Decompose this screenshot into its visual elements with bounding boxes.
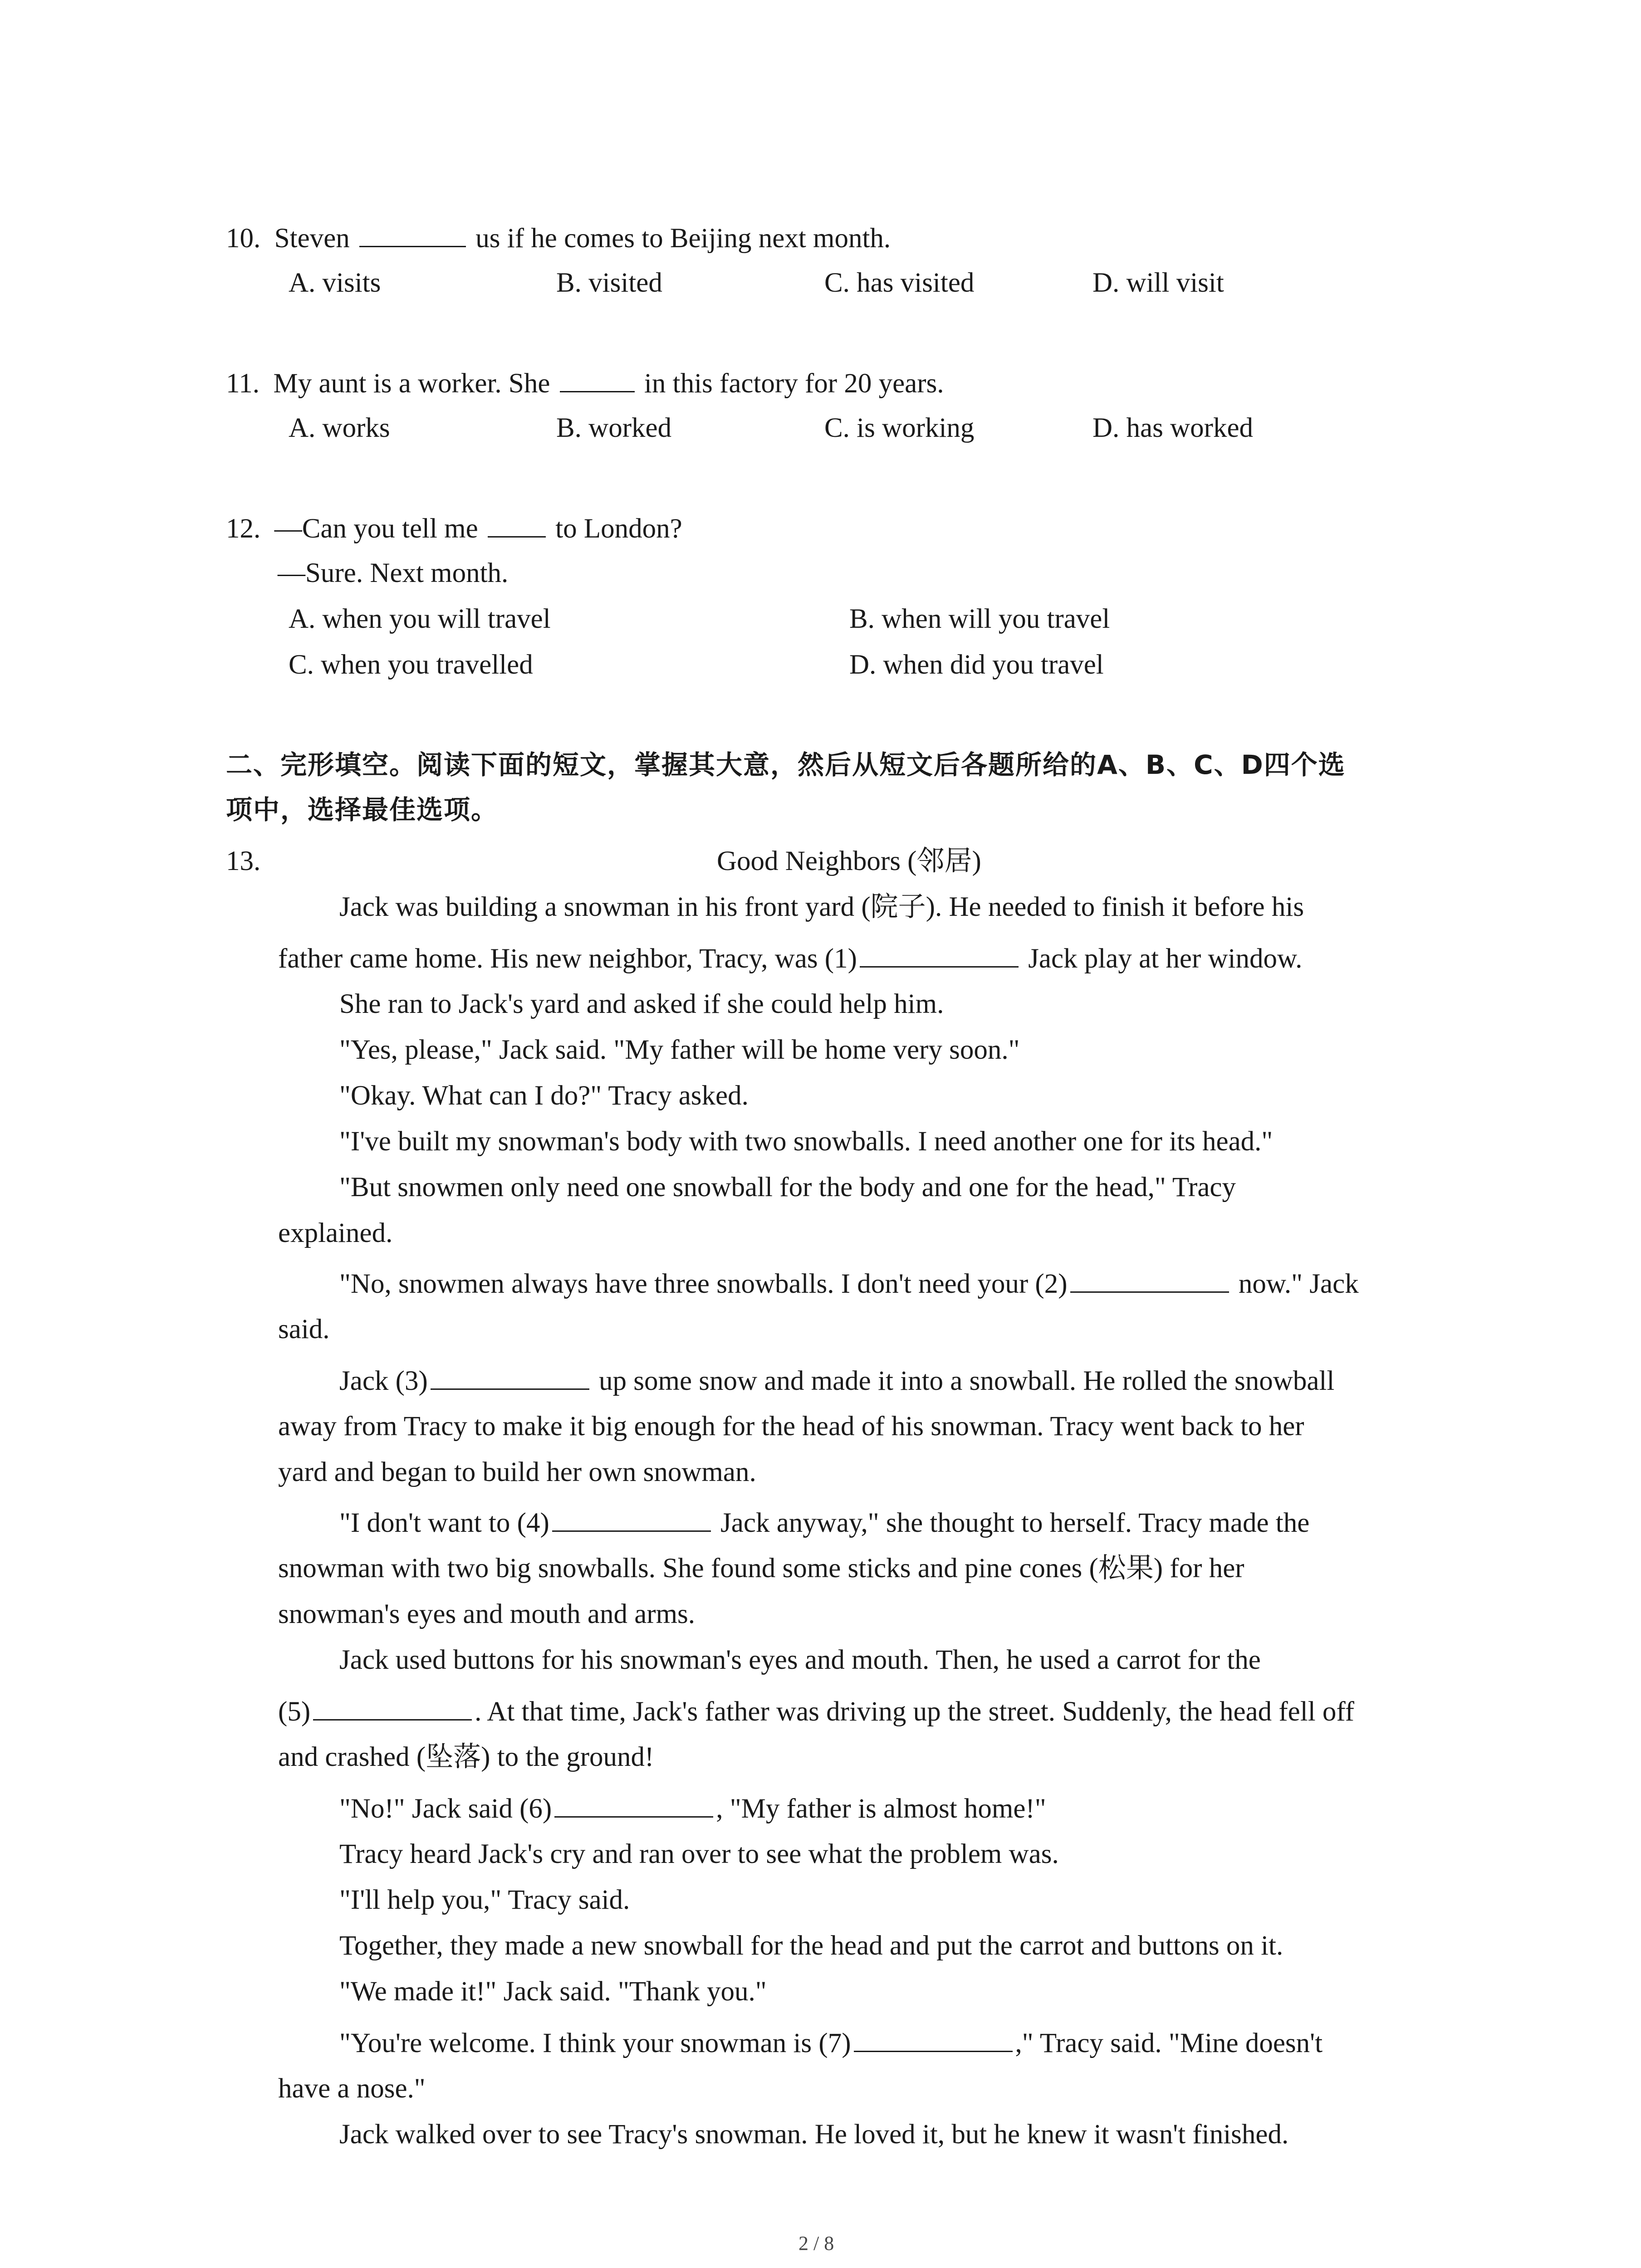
question-12-reply: —Sure. Next month. [278,558,509,588]
passage-text: Jack anyway," she thought to herself. Tracy made the [720,1508,1310,1538]
question-12-stem [226,513,682,543]
passage-line [278,1696,1354,1725]
passage-text: Jack (3) [339,1366,428,1396]
option-a: A. works [289,413,390,443]
passage-line: snowman's eyes and mouth and arms. [278,1599,696,1629]
passage-line: snowman with two big snowballs. She found some sticks and pine cones (松果) for her [278,1553,1244,1584]
answer-blank [488,513,546,538]
question-number: 10. [226,223,261,254]
passage-text: , "My father is almost home!" [716,1794,1046,1824]
option-a: A. visits [289,268,381,298]
passage-text: "I don't want to (4) [339,1508,549,1538]
stem-before: My aunt is a worker. She [273,368,550,399]
passage-line: yard and began to build her own snowman. [278,1457,756,1487]
passage-line: have a nose." [278,2073,426,2104]
cloze-blank-7 [854,2028,1013,2052]
answer-blank [560,368,635,392]
passage-text: "No!" Jack said (6) [339,1794,552,1824]
passage-line: Jack was building a snowman in his front yard (院子). He needed to finish it before his [339,892,1304,922]
passage-line: explained. [278,1218,393,1248]
cloze-blank-5 [313,1696,472,1721]
stem-after: in this factory for 20 years. [644,368,944,399]
cloze-blank-1 [860,943,1019,968]
passage-line: said. [278,1314,330,1344]
passage-line: She ran to Jack's yard and asked if she could help him. [339,989,944,1019]
passage-line: Jack walked over to see Tracy's snowman. He loved it, but he knew it wasn't finished. [339,2119,1289,2150]
option-c: C. is working [824,413,975,443]
stem-before: Steven [274,223,350,254]
passage-line: and crashed (坠落) to the ground! [278,1742,654,1772]
question-number: 12. [226,513,261,544]
question-10-stem [226,223,891,252]
passage-line [339,2028,1323,2057]
option-a: A. when you will travel [289,604,551,634]
option-d: D. when did you travel [849,650,1104,680]
passage-line: "Yes, please," Jack said. "My father will be home very soon." [339,1035,1020,1065]
passage-line: Together, they made a new snowball for the head and put the carrot and buttons on it. [339,1931,1283,1961]
passage-title: Good Neighbors (邻居) [717,846,981,876]
stem-after: us if he comes to Beijing next month. [475,223,891,254]
passage-line: Tracy heard Jack's cry and ran over to see what the problem was. [339,1839,1059,1869]
option-c: C. when you travelled [289,650,533,680]
passage-text: (5) [278,1696,311,1727]
option-c: C. has visited [824,268,975,298]
passage-number: 13. [226,846,261,876]
stem-after: to London? [555,513,682,544]
passage-text: now." Jack [1238,1269,1359,1299]
passage-line: "I've built my snowman's body with two snowballs. I need another one for its head." [339,1126,1273,1157]
option-d: D. has worked [1092,413,1254,443]
stem-before: —Can you tell me [274,513,478,544]
passage-text: ," Tracy said. "Mine doesn't [1015,2028,1323,2058]
option-b: B. visited [556,268,662,298]
passage-text: "You're welcome. I think your snowman is (7) [339,2028,851,2058]
question-number: 11. [226,368,260,399]
cloze-blank-3 [431,1366,589,1390]
section-heading-line-2: 项中，选择最佳选项。 [226,794,499,825]
passage-line [339,1269,1359,1298]
passage-line [339,1366,1334,1395]
passage-line [278,943,1302,973]
passage-line [339,1508,1309,1537]
option-b: B. worked [556,413,672,443]
passage-text: . At that time, Jack's father was driving up the street. Suddenly, the head fell off [475,1696,1354,1727]
cloze-blank-2 [1070,1269,1229,1293]
passage-line: "I'll help you," Tracy said. [339,1885,630,1915]
cloze-blank-6 [554,1794,713,1818]
passage-line: Jack used buttons for his snowman's eyes and mouth. Then, he used a carrot for the [339,1645,1261,1675]
passage-text: "No, snowmen always have three snowballs. I don't need your (2) [339,1269,1068,1299]
page-number: 2 / 8 [798,2232,834,2254]
option-b: B. when will you travel [849,604,1110,634]
passage-line [339,1794,1046,1823]
passage-text: father came home. His new neighbor, Tracy, was (1) [278,943,857,974]
answer-blank [359,223,466,247]
passage-text: Jack play at her window. [1028,943,1303,974]
passage-line: "But snowmen only need one snowball for the body and one for the head," Tracy [339,1172,1236,1202]
passage-line: "Okay. What can I do?" Tracy asked. [339,1080,749,1111]
option-d: D. will visit [1092,268,1224,298]
section-heading-line-1: 二、完形填空。阅读下面的短文，掌握其大意，然后从短文后各题所给的A、B、C、D四个选 [226,749,1346,780]
passage-text: up some snow and made it into a snowball. He rolled the snowball [599,1366,1335,1396]
question-11-stem [226,368,944,397]
cloze-blank-4 [552,1508,711,1532]
passage-line: away from Tracy to make it big enough for the head of his snowman. Tracy went back to her [278,1411,1304,1442]
passage-line: "We made it!" Jack said. "Thank you." [339,1976,767,2007]
